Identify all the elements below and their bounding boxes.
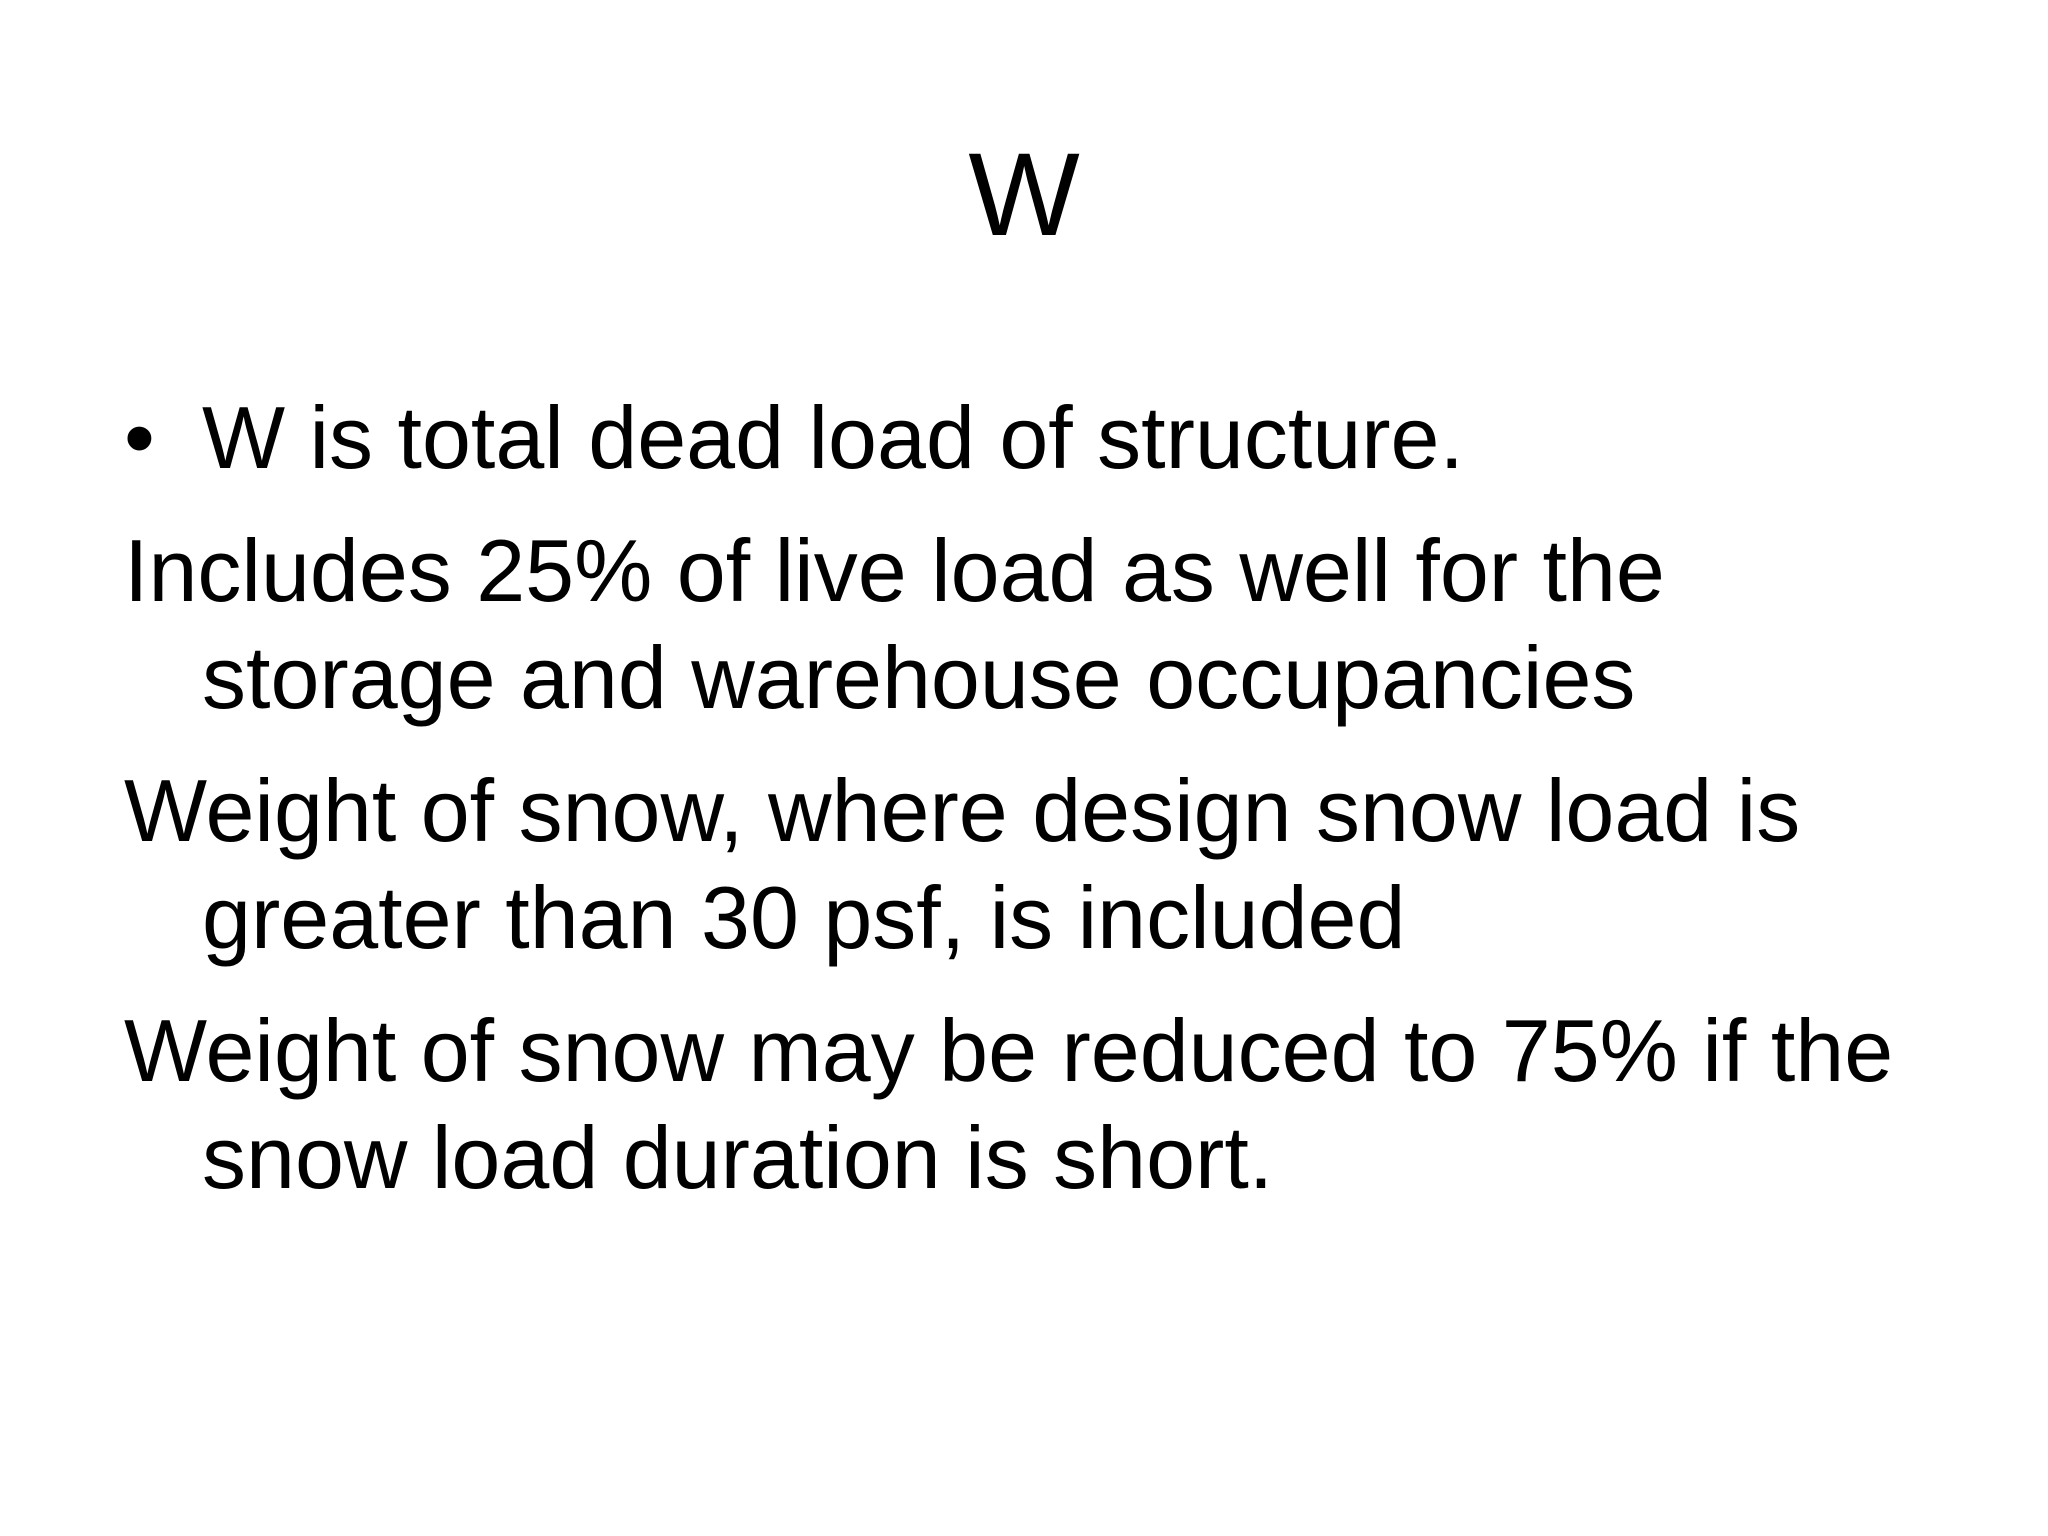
bullet-icon: • bbox=[124, 388, 155, 487]
paragraph-live-load: Includes 25% of live load as well for the storage and warehouse occupancies bbox=[124, 521, 1690, 727]
paragraph-snow-included: Weight of snow, where design snow load is greater than 30 psf, is included bbox=[124, 761, 1825, 967]
paragraph-snow-reduced: Weight of snow may be reduced to 75% if the snow load duration is short. bbox=[124, 1001, 1943, 1207]
slide-body bbox=[124, 384, 1964, 1237]
bullet-item bbox=[124, 384, 1964, 491]
slide-title: W bbox=[968, 129, 1080, 261]
bullet-text: W is total dead load of structure. bbox=[202, 388, 1464, 487]
